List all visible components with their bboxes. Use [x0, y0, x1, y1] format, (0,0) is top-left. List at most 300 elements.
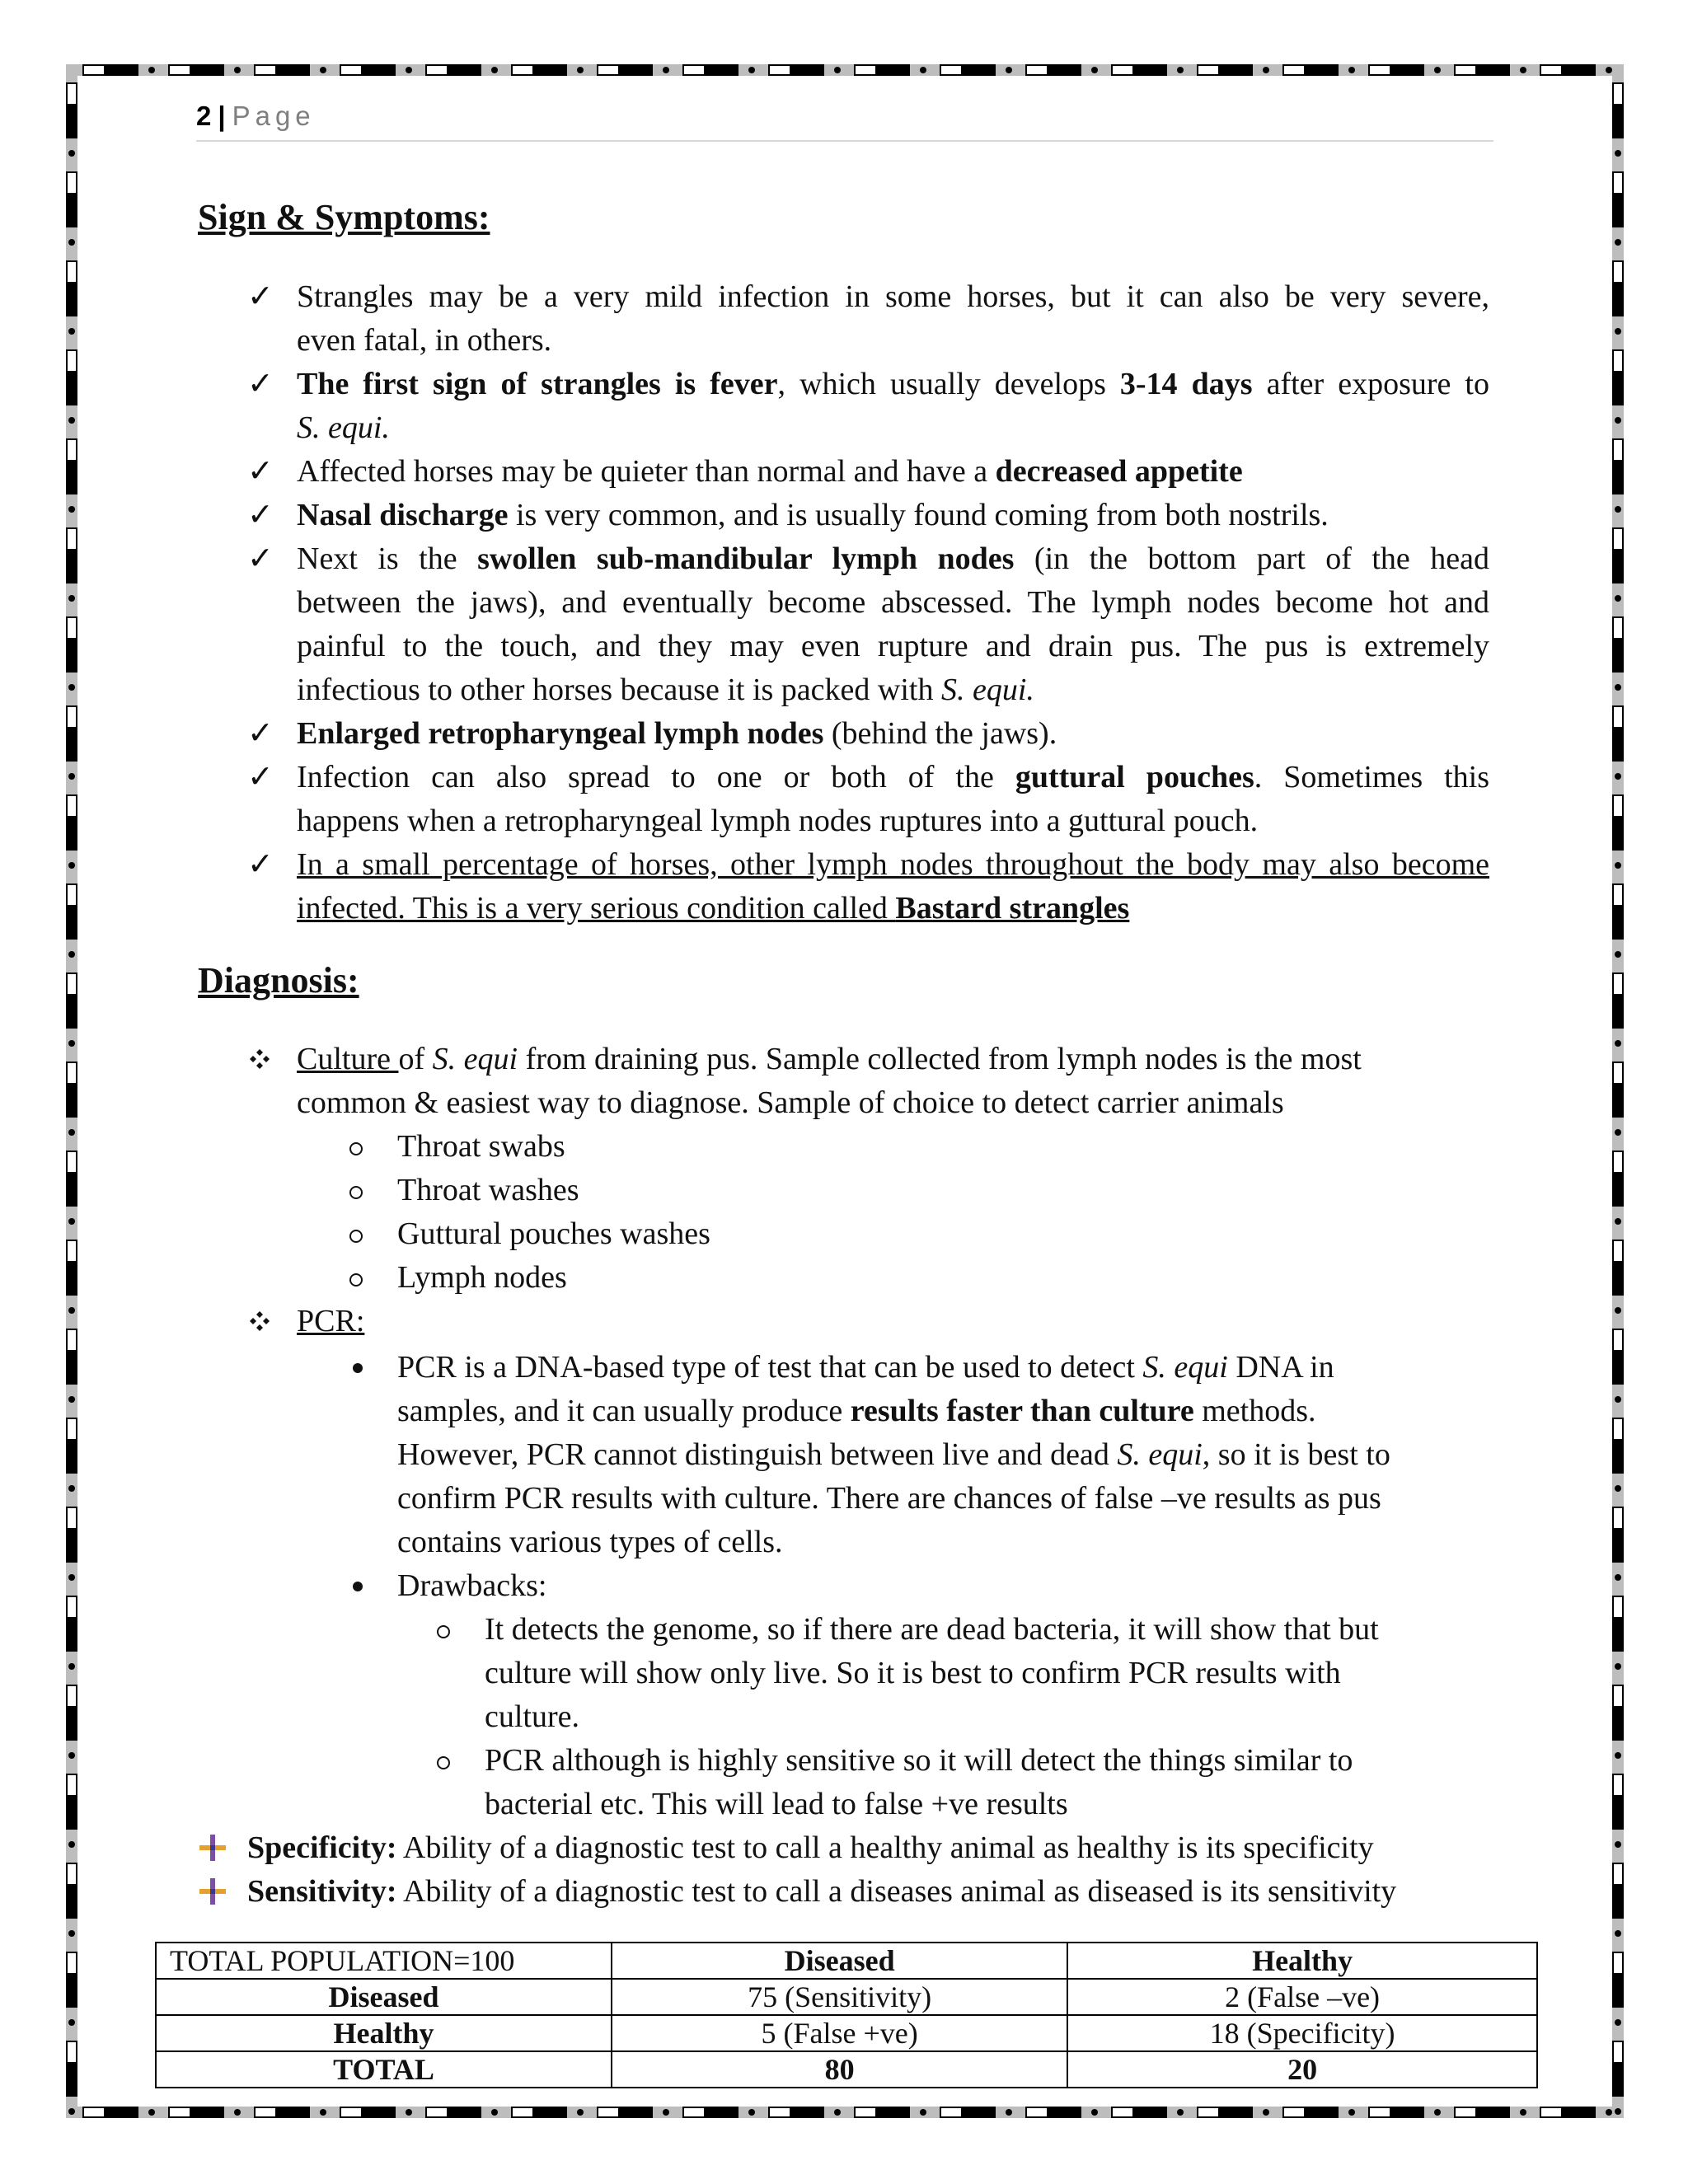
- border-dash: [66, 194, 77, 227]
- border-dot: [748, 67, 755, 73]
- page-number: 2: [196, 101, 212, 131]
- border-dash: [1612, 194, 1624, 227]
- border-dot: [1177, 2109, 1184, 2116]
- border-dot: [68, 684, 75, 691]
- border-dot: [1434, 2109, 1441, 2116]
- border-dot: [68, 595, 75, 602]
- border-dash: [106, 64, 138, 76]
- table-row-label: Diseased: [156, 1979, 612, 2015]
- border-dot: [1434, 67, 1441, 73]
- check-icon: ✓: [247, 454, 274, 489]
- border-box: [1025, 64, 1048, 76]
- border-box: [1612, 2041, 1624, 2064]
- border-dot: [1615, 150, 1621, 157]
- diamond-bullet-icon: [249, 1310, 270, 1332]
- border-dash: [791, 64, 824, 76]
- border-dash: [66, 818, 77, 851]
- border-dash: [1612, 1708, 1624, 1741]
- border-box: [1612, 1596, 1624, 1619]
- table-row-label: Healthy: [156, 2015, 612, 2051]
- border-dash: [1612, 640, 1624, 673]
- border-dash: [191, 64, 224, 76]
- border-box: [1282, 64, 1306, 76]
- border-box: [1612, 1062, 1624, 1085]
- border-box: [66, 2041, 77, 2064]
- border-dot: [1615, 1040, 1621, 1047]
- border-box: [1111, 2107, 1134, 2118]
- border-dash: [277, 2107, 310, 2118]
- border-dot: [68, 328, 75, 335]
- circle-bullet-icon: [349, 1273, 363, 1286]
- signs-item-5-line-1: Next is the swollen sub-mandibular lymph nodes (in the bottom part of the head: [297, 541, 1489, 576]
- drawback-2-line-2: bacterial etc. This will lead to false +ve results: [485, 1787, 1068, 1821]
- border-dot: [68, 1841, 75, 1848]
- signs-item-8-line-2: infected. This is a very serious condition called Bastard strangles: [297, 891, 1130, 926]
- border-dash: [1612, 1085, 1624, 1118]
- check-icon: ✓: [247, 847, 274, 882]
- round-bullet-icon: [353, 1582, 363, 1591]
- border-dash: [1612, 551, 1624, 583]
- border-dot: [491, 2109, 498, 2116]
- border-box: [1111, 64, 1134, 76]
- border-box: [66, 616, 77, 640]
- border-box: [66, 1952, 77, 1975]
- border-dot: [577, 2109, 584, 2116]
- table-header-cell: TOTAL POPULATION=100: [156, 1943, 612, 1979]
- border-dash: [66, 462, 77, 494]
- border-box: [854, 2107, 877, 2118]
- drawback-1-line-1: It detects the genome, so if there are dead bacteria, it will show that but: [485, 1612, 1379, 1647]
- border-dot: [68, 1218, 75, 1225]
- table-row: [156, 2015, 1537, 2051]
- border-dot: [1615, 417, 1621, 424]
- pcr-para-line-1: PCR is a DNA-based type of test that can be used to detect S. equi DNA in: [397, 1350, 1334, 1385]
- border-dash: [66, 2064, 77, 2097]
- border-dash: [706, 64, 738, 76]
- border-box: [1454, 64, 1477, 76]
- border-dash: [66, 996, 77, 1029]
- border-dash: [448, 2107, 481, 2118]
- border-dash: [277, 64, 310, 76]
- check-icon: ✓: [247, 367, 274, 401]
- border-box: [1197, 2107, 1220, 2118]
- border-dash: [1612, 1530, 1624, 1563]
- border-box: [1612, 171, 1624, 194]
- border-dash: [1306, 2107, 1339, 2118]
- table-cell: 20: [1067, 2051, 1537, 2088]
- border-dot: [234, 67, 241, 73]
- border-box: [66, 1685, 77, 1708]
- border-dot: [1615, 1218, 1621, 1225]
- border-dot: [1615, 1396, 1621, 1403]
- border-dot: [1263, 67, 1269, 73]
- border-dash: [66, 1975, 77, 2008]
- border-box: [1612, 616, 1624, 640]
- population-table: [155, 1942, 1538, 2088]
- border-dash: [66, 1797, 77, 1830]
- border-dot: [68, 239, 75, 246]
- pcr-para-line-5: contains various types of cells.: [397, 1525, 783, 1559]
- border-box: [511, 64, 534, 76]
- sample-item: Guttural pouches washes: [397, 1216, 710, 1251]
- border-dot: [1615, 328, 1621, 335]
- border-dot: [68, 1040, 75, 1047]
- table-cell: 80: [612, 2051, 1067, 2088]
- border-dot: [1615, 1663, 1621, 1670]
- border-dot: [1091, 2109, 1098, 2116]
- border-dash: [66, 640, 77, 673]
- table-cell: 75 (Sensitivity): [612, 1979, 1067, 2015]
- border-dot: [1520, 67, 1526, 73]
- signs-item-4: Nasal discharge is very common, and is usually found coming from both nostrils.: [297, 498, 1329, 532]
- border-dash: [963, 64, 996, 76]
- border-dash: [1391, 64, 1424, 76]
- border-dash: [66, 373, 77, 405]
- border-dot: [68, 862, 75, 869]
- border-box: [1612, 1863, 1624, 1886]
- border-dot: [68, 150, 75, 157]
- plus-bullet-icon: [198, 1877, 227, 1906]
- border-dash: [1612, 1886, 1624, 1919]
- border-dash: [66, 1085, 77, 1118]
- border-box: [768, 2107, 791, 2118]
- border-box: [66, 1062, 77, 1085]
- specificity-definition: Specificity: Ability of a diagnostic test to call a healthy animal as healthy is its specificity: [247, 1830, 1374, 1865]
- border-dot: [68, 2019, 75, 2026]
- border-dash: [1220, 64, 1253, 76]
- signs-item-6: Enlarged retropharyngeal lymph nodes (behind the jaws).: [297, 716, 1057, 751]
- border-dash: [66, 1441, 77, 1474]
- border-box: [425, 64, 448, 76]
- border-dash: [1612, 729, 1624, 762]
- border-box: [682, 64, 706, 76]
- border-box: [1612, 1329, 1624, 1352]
- pcr-para-line-2: samples, and it can usually produce results faster than culture methods.: [397, 1394, 1316, 1428]
- border-dash: [363, 2107, 396, 2118]
- border-dash: [1612, 462, 1624, 494]
- sample-item: Throat swabs: [397, 1129, 565, 1164]
- border-dot: [1006, 67, 1012, 73]
- border-dash: [1563, 2107, 1596, 2118]
- border-box: [1612, 1151, 1624, 1174]
- drawbacks-label: Drawbacks:: [397, 1568, 547, 1603]
- border-box: [597, 2107, 620, 2118]
- border-dash: [1477, 2107, 1510, 2118]
- border-dot: [68, 1574, 75, 1581]
- border-box: [1540, 2107, 1563, 2118]
- border-dash: [66, 1530, 77, 1563]
- round-bullet-icon: [353, 1363, 363, 1373]
- border-dot: [320, 2109, 326, 2116]
- signs-item-5-line-4: infectious to other horses because it is packed with S. equi.: [297, 673, 1034, 707]
- border-box: [168, 64, 191, 76]
- border-dash: [66, 1352, 77, 1385]
- border-dot: [1615, 951, 1621, 958]
- border-dot: [663, 67, 669, 73]
- signs-item-3: Affected horses may be quieter than normal and have a decreased appetite: [297, 454, 1243, 489]
- border-dot: [1615, 1307, 1621, 1314]
- border-dot: [234, 2109, 241, 2116]
- border-dash: [877, 64, 910, 76]
- border-box: [940, 2107, 963, 2118]
- border-box: [66, 527, 77, 551]
- border-box: [1197, 64, 1220, 76]
- border-dash: [1612, 996, 1624, 1029]
- border-dot: [1615, 862, 1621, 869]
- border-box: [1612, 1952, 1624, 1975]
- border-box: [254, 64, 277, 76]
- border-box: [1612, 349, 1624, 373]
- border-dot: [577, 67, 584, 73]
- border-dot: [748, 2109, 755, 2116]
- diamond-bullet-icon: [249, 1048, 270, 1070]
- border-dot: [1615, 773, 1621, 780]
- border-box: [66, 1774, 77, 1797]
- page-header: [196, 101, 1493, 142]
- border-box: [66, 1418, 77, 1441]
- border-box: [1612, 972, 1624, 996]
- border-dot: [1606, 67, 1612, 73]
- border-dash: [1612, 284, 1624, 316]
- table-header-cell: Healthy: [1067, 1943, 1537, 1979]
- border-dash: [1612, 1174, 1624, 1207]
- circle-bullet-icon: [349, 1230, 363, 1243]
- border-dash: [66, 1886, 77, 1919]
- check-icon: ✓: [247, 760, 274, 794]
- border-dot: [834, 2109, 841, 2116]
- border-box: [66, 1240, 77, 1263]
- border-dot: [1091, 67, 1098, 73]
- header-separator: |: [218, 101, 226, 131]
- border-dot: [920, 67, 926, 73]
- signs-item-2-line-1: The first sign of strangles is fever, which usually develops 3-14 days after exposure to: [297, 367, 1489, 401]
- drawback-1-line-2: culture will show only live. So it is best to confirm PCR results with: [485, 1656, 1341, 1690]
- border-box: [1282, 2107, 1306, 2118]
- border-dot: [320, 67, 326, 73]
- border-dot: [1615, 1574, 1621, 1581]
- border-dot: [68, 773, 75, 780]
- border-box: [1612, 794, 1624, 818]
- border-dot: [148, 67, 155, 73]
- check-icon: ✓: [247, 716, 274, 751]
- border-dash: [1134, 64, 1167, 76]
- table-cell: 2 (False –ve): [1067, 1979, 1537, 2015]
- border-dash: [1477, 64, 1510, 76]
- border-dot: [1348, 2109, 1355, 2116]
- signs-item-1-line-2: even fatal, in others.: [297, 323, 552, 358]
- border-dash: [448, 64, 481, 76]
- circle-bullet-icon: [349, 1142, 363, 1155]
- border-dash: [66, 907, 77, 940]
- border-dash: [1612, 1797, 1624, 1830]
- border-dot: [1615, 2108, 1621, 2115]
- check-icon: ✓: [247, 279, 274, 314]
- border-dot: [1263, 2109, 1269, 2116]
- border-dot: [491, 67, 498, 73]
- border-box: [168, 2107, 191, 2118]
- border-box: [66, 705, 77, 729]
- border-dot: [663, 2109, 669, 2116]
- border-dash: [1612, 818, 1624, 851]
- border-box: [66, 82, 77, 105]
- table-cell: 5 (False +ve): [612, 2015, 1067, 2051]
- border-box: [1368, 64, 1391, 76]
- border-dash: [1612, 1619, 1624, 1652]
- border-dot: [68, 951, 75, 958]
- signs-item-7-line-1: Infection can also spread to one or both of the guttural pouches. Sometimes this: [297, 760, 1489, 794]
- border-dash: [534, 64, 567, 76]
- border-box: [597, 64, 620, 76]
- border-dash: [66, 105, 77, 138]
- border-box: [425, 2107, 448, 2118]
- border-dot: [68, 1663, 75, 1670]
- border-box: [1612, 438, 1624, 462]
- border-box: [82, 64, 106, 76]
- table-total-row: [156, 2051, 1537, 2088]
- check-icon: ✓: [247, 541, 274, 576]
- border-dot: [1177, 67, 1184, 73]
- signs-heading: Sign & Symptoms:: [198, 197, 490, 237]
- border-dot: [1615, 239, 1621, 246]
- sample-item: Throat washes: [397, 1173, 579, 1207]
- culture-line-2: common & easiest way to diagnose. Sample of choice to detect carrier animals: [297, 1085, 1284, 1120]
- border-box: [1612, 705, 1624, 729]
- border-box: [66, 1151, 77, 1174]
- diagnosis-heading: Diagnosis:: [198, 960, 359, 1001]
- border-box: [1612, 260, 1624, 284]
- plus-bullet-icon: [198, 1833, 227, 1863]
- border-dash: [1612, 373, 1624, 405]
- border-dot: [406, 2109, 412, 2116]
- border-dash: [1134, 2107, 1167, 2118]
- border-box: [340, 2107, 363, 2118]
- border-dash: [1048, 64, 1081, 76]
- border-box: [1368, 2107, 1391, 2118]
- border-dot: [68, 1752, 75, 1759]
- border-dot: [920, 2109, 926, 2116]
- border-dash: [66, 1708, 77, 1741]
- border-dash: [1612, 1441, 1624, 1474]
- table-row-label: TOTAL: [156, 2051, 612, 2088]
- border-dot: [1615, 684, 1621, 691]
- border-dash: [191, 2107, 224, 2118]
- border-box: [66, 883, 77, 907]
- sample-item: Lymph nodes: [397, 1260, 567, 1295]
- border-dot: [68, 1129, 75, 1136]
- pcr-para-line-3: However, PCR cannot distinguish between live and dead S. equi, so it is best to: [397, 1437, 1390, 1472]
- border-dash: [1612, 105, 1624, 138]
- border-box: [1025, 2107, 1048, 2118]
- border-box: [1612, 1240, 1624, 1263]
- border-box: [1612, 82, 1624, 105]
- table-cell: 18 (Specificity): [1067, 2015, 1537, 2051]
- signs-item-1-line-1: Strangles may be a very mild infection in some horses, but it can also be very severe,: [297, 279, 1489, 314]
- border-box: [1540, 64, 1563, 76]
- border-box: [340, 64, 363, 76]
- border-box: [1612, 1685, 1624, 1708]
- border-box: [768, 64, 791, 76]
- border-dot: [1348, 67, 1355, 73]
- border-box: [682, 2107, 706, 2118]
- border-dot: [1615, 1129, 1621, 1136]
- circle-bullet-icon: [437, 1625, 450, 1638]
- border-box: [854, 64, 877, 76]
- border-dash: [1220, 2107, 1253, 2118]
- border-dot: [1606, 2109, 1612, 2116]
- border-dot: [834, 67, 841, 73]
- border-box: [66, 1863, 77, 1886]
- border-dash: [106, 2107, 138, 2118]
- border-dot: [1615, 595, 1621, 602]
- border-box: [1612, 1507, 1624, 1530]
- border-box: [254, 2107, 277, 2118]
- border-dot: [68, 1930, 75, 1937]
- sensitivity-definition: Sensitivity: Ability of a diagnostic test to call a diseases animal as diseased is its sensitivity: [247, 1874, 1397, 1909]
- border-dot: [1615, 1930, 1621, 1937]
- border-dash: [620, 64, 653, 76]
- pcr-label: PCR:: [297, 1304, 365, 1338]
- border-dash: [363, 64, 396, 76]
- border-dot: [68, 2108, 75, 2115]
- border-dash: [1048, 2107, 1081, 2118]
- border-dash: [66, 551, 77, 583]
- page-word: Page: [232, 101, 316, 131]
- border-dash: [791, 2107, 824, 2118]
- border-dot: [68, 1396, 75, 1403]
- border-dash: [1612, 1975, 1624, 2008]
- border-dot: [1520, 2109, 1526, 2116]
- border-box: [66, 1507, 77, 1530]
- border-dash: [877, 2107, 910, 2118]
- pcr-para-line-4: confirm PCR results with culture. There are chances of false –ve results as pus: [397, 1481, 1381, 1516]
- border-box: [82, 2107, 106, 2118]
- border-dot: [68, 1307, 75, 1314]
- drawback-2-line-1: PCR although is highly sensitive so it will detect the things similar to: [485, 1743, 1353, 1778]
- border-dash: [1563, 64, 1596, 76]
- border-dash: [66, 729, 77, 762]
- border-dot: [1615, 1485, 1621, 1492]
- border-box: [66, 972, 77, 996]
- border-dot: [1006, 2109, 1012, 2116]
- table-row: [156, 1979, 1537, 2015]
- border-box: [1612, 527, 1624, 551]
- signs-item-2-line-2: S. equi.: [297, 410, 390, 445]
- border-dot: [148, 2109, 155, 2116]
- check-icon: ✓: [247, 498, 274, 532]
- border-dot: [68, 417, 75, 424]
- border-box: [66, 1596, 77, 1619]
- border-dash: [1391, 2107, 1424, 2118]
- border-dot: [1615, 1752, 1621, 1759]
- border-dash: [66, 1263, 77, 1296]
- border-box: [1612, 1774, 1624, 1797]
- border-dot: [1615, 2019, 1621, 2026]
- border-dash: [66, 284, 77, 316]
- border-dash: [66, 1174, 77, 1207]
- circle-bullet-icon: [437, 1756, 450, 1769]
- table-header-row: [156, 1943, 1537, 1979]
- border-dash: [1612, 1352, 1624, 1385]
- signs-item-8-line-1: In a small percentage of horses, other lymph nodes throughout the body may also become: [297, 847, 1489, 882]
- border-dash: [534, 2107, 567, 2118]
- border-dash: [1612, 2064, 1624, 2097]
- drawback-1-line-3: culture.: [485, 1699, 580, 1734]
- border-box: [511, 2107, 534, 2118]
- border-dot: [68, 1485, 75, 1492]
- border-dot: [1615, 1841, 1621, 1848]
- border-box: [66, 794, 77, 818]
- border-box: [940, 64, 963, 76]
